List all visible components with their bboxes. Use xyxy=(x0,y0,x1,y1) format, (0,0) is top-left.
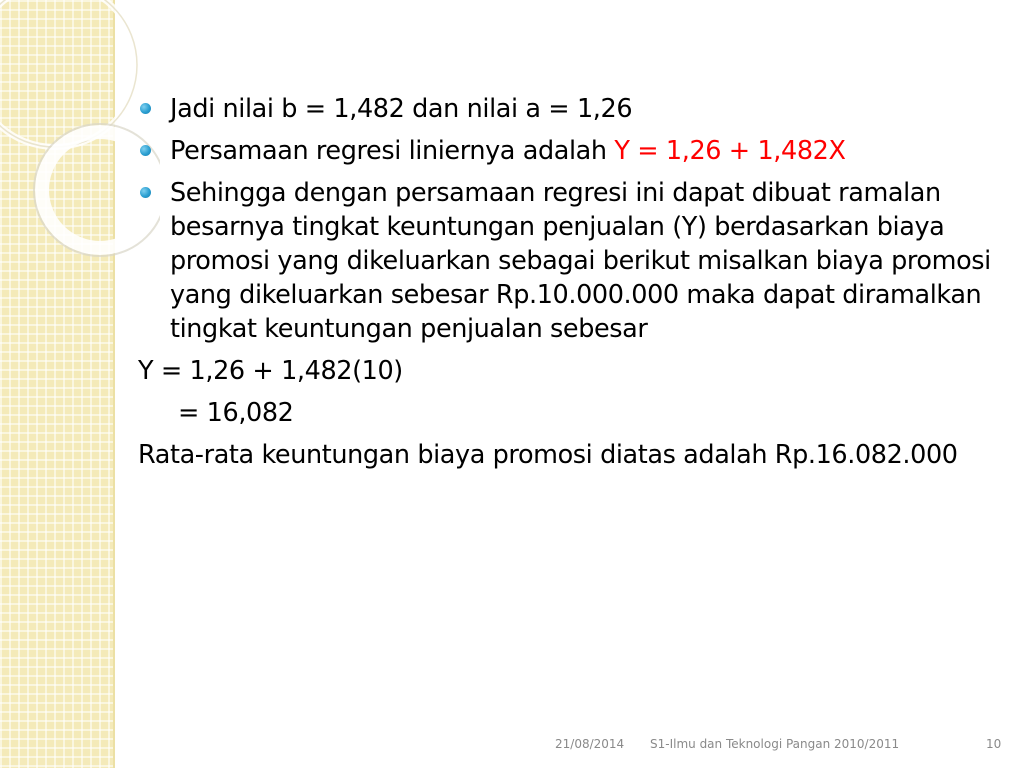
footer-date: 21/08/2014 xyxy=(555,737,625,751)
footer-title: S1-Ilmu dan Teknologi Pangan 2010/2011 xyxy=(650,737,900,751)
bullet-item xyxy=(138,134,998,168)
formula-line: Y = 1,26 + 1,482(10) xyxy=(138,356,403,386)
regression-equation: Y = 1,26 + 1,482X xyxy=(614,136,846,166)
slide-content xyxy=(138,92,998,480)
bullet-item xyxy=(138,176,998,346)
decorative-circles xyxy=(0,0,160,340)
slide-footer xyxy=(0,737,1024,757)
bullet-icon xyxy=(140,145,151,156)
bullet-text: Jadi nilai b = 1,482 dan nilai a = 1,26 xyxy=(170,94,633,124)
bullet-item xyxy=(138,92,998,126)
bullet-text: Sehingga dengan persamaan regresi ini dapat dibuat ramalan besarnya tingkat keuntungan penjualan (Y) berdasarkan biaya promosi yang dikeluarkan sebagai berikut misalkan biaya promosi yang dikeluarkan sebesar Rp.10.000.000 maka dapat diramalkan tingkat keuntungan penjualan sebesar xyxy=(170,178,991,344)
conclusion-text: Rata-rata keuntungan biaya promosi diatas adalah Rp.16.082.000 xyxy=(138,440,958,470)
slide-number: 10 xyxy=(986,737,1002,751)
bullet-text: Persamaan regresi liniernya adalah xyxy=(170,136,607,166)
bullet-icon xyxy=(140,187,151,198)
bullet-icon xyxy=(140,103,151,114)
formula-result: = 16,082 xyxy=(178,398,294,428)
